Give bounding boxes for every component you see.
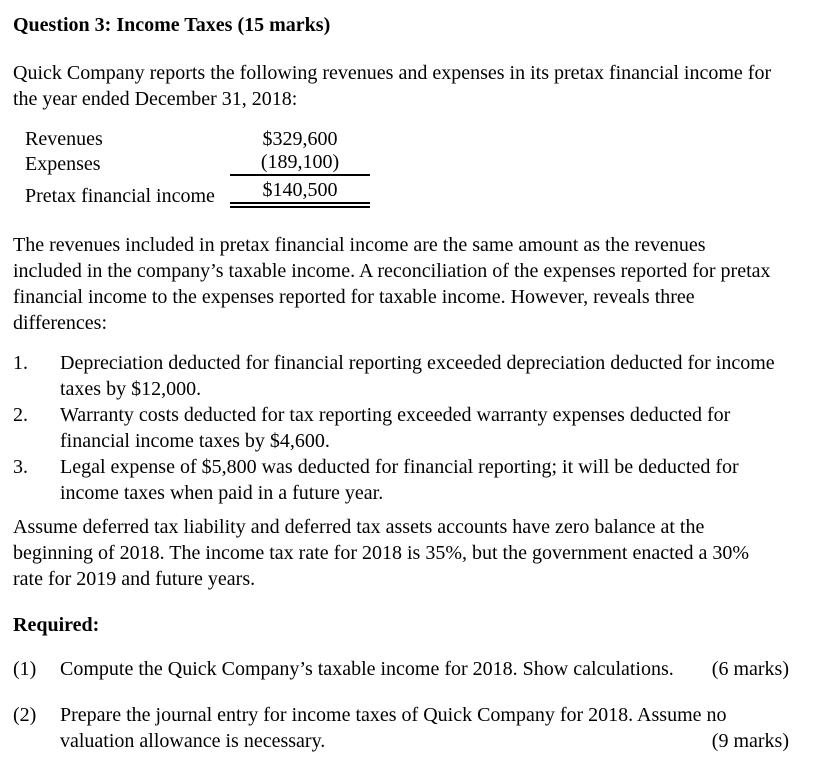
row-amount: (189,100) — [230, 151, 370, 176]
required-item-line — [60, 728, 789, 754]
list-item-number: 2. — [13, 404, 28, 426]
required-item-line — [60, 656, 789, 682]
marks-badge: (9 marks) — [711, 730, 789, 752]
assumption-paragraph — [13, 514, 789, 592]
differences-list — [13, 350, 789, 506]
row-amount: $140,500 — [230, 179, 370, 208]
table-row-pretax-income — [25, 179, 789, 208]
list-item-line: income taxes when paid in a future year. — [60, 482, 384, 504]
list-item-number: 1. — [13, 352, 28, 374]
list-item-line: Warranty costs deducted for tax reporting exceeded warranty expenses deducted for — [60, 404, 731, 426]
required-item-body — [60, 656, 789, 682]
table-row-revenues — [25, 128, 789, 151]
list-item-text — [60, 402, 789, 454]
row-label: Revenues — [25, 128, 103, 150]
reconciliation-line-4: differences: — [13, 312, 108, 334]
reconciliation-paragraph — [13, 232, 789, 336]
table-row-expenses — [25, 151, 789, 176]
reconciliation-line-1: The revenues included in pretax financial income are the same amount as the revenues — [13, 234, 706, 256]
list-item-legal-expense — [13, 454, 789, 506]
required-item-text: Compute the Quick Company’s taxable income for 2018. Show calculations. — [60, 658, 674, 680]
assumption-line-2: beginning of 2018. The income tax rate for 2018 is 35%, but the government enacted a 30% — [13, 542, 750, 564]
required-item-text: valuation allowance is necessary. — [60, 730, 326, 752]
list-item-line: Legal expense of $5,800 was deducted for financial reporting; it will be deducted for — [60, 456, 739, 478]
reconciliation-line-2: included in the company’s taxable income. A reconciliation of the expenses reported for pretax — [13, 260, 771, 282]
required-item-body — [60, 702, 789, 754]
question-title: Question 3: Income Taxes (15 marks) — [13, 14, 331, 36]
intro-line-1: Quick Company reports the following revenues and expenses in its pretax financial income for — [13, 62, 772, 84]
list-item-text — [60, 350, 789, 402]
list-item-number: 3. — [13, 456, 28, 478]
list-item-warranty — [13, 402, 789, 454]
row-label: Expenses — [25, 153, 101, 175]
reconciliation-line-3: financial income to the expenses reported for taxable income. However, reveals three — [13, 286, 695, 308]
row-amount: $329,600 — [262, 128, 338, 150]
required-item-text: Prepare the journal entry for income taxes of Quick Company for 2018. Assume no — [60, 704, 727, 726]
list-item-line: financial income taxes by $4,600. — [60, 430, 330, 452]
required-item-number: (1) — [13, 658, 37, 680]
intro-paragraph — [13, 60, 789, 112]
required-heading: Required: — [13, 614, 100, 636]
required-item-2 — [13, 702, 789, 754]
pretax-income-table — [25, 128, 789, 208]
row-label: Pretax financial income — [25, 185, 215, 207]
assumption-line-1: Assume deferred tax liability and deferred tax assets accounts have zero balance at the — [13, 516, 705, 538]
assumption-line-3: rate for 2019 and future years. — [13, 568, 256, 590]
list-item-depreciation — [13, 350, 789, 402]
intro-line-2: the year ended December 31, 2018: — [13, 88, 298, 110]
marks-badge: (6 marks) — [711, 658, 789, 680]
list-item-text — [60, 454, 789, 506]
list-item-line: taxes by $12,000. — [60, 378, 202, 400]
required-item-number: (2) — [13, 704, 37, 726]
required-item-1 — [13, 656, 789, 682]
list-item-line: Depreciation deducted for financial reporting exceeded depreciation deducted for income — [60, 352, 775, 374]
